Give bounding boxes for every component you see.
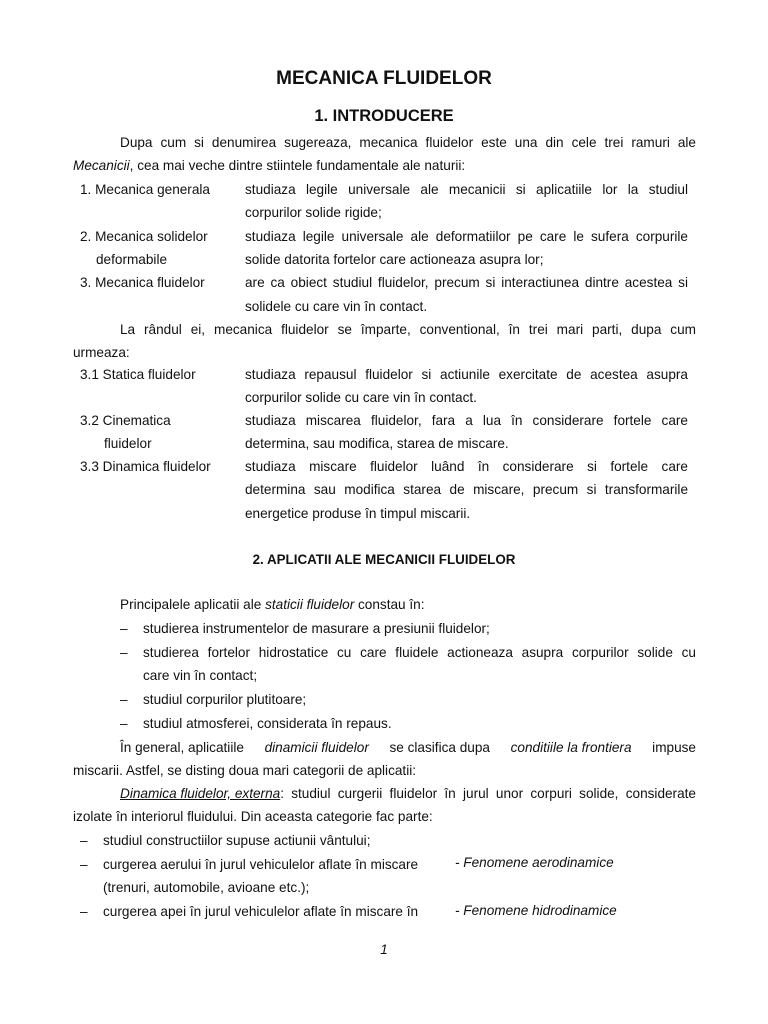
statics-item-2-line-1: studierea fortelor hidrostatice cu care fluidele actioneaza asupra corpurilor solide cu	[143, 645, 696, 660]
branch-3-desc-line-1: are ca obiect studiul fluidelor, precum si interactiunea dintre acestea si	[245, 275, 688, 290]
statics-intro	[120, 593, 425, 616]
dynamics-l1-a: În general, aplicatiile	[120, 740, 244, 755]
section-heading-introducere: 1. INTRODUCERE	[314, 107, 454, 125]
dynamics-item-1: studiul constructiilor supuse actiunii vântului;	[103, 833, 371, 848]
branch-3-desc-line-2: solidele cu care vin în contact.	[245, 299, 428, 314]
list-dash: –	[80, 904, 88, 919]
statics-item-2-line-2: care vin în contact;	[143, 668, 258, 683]
statics-intro-post: constau în:	[354, 597, 425, 612]
part-3-term: 3.3 Dinamica fluidelor	[80, 459, 211, 474]
intro-line-1: Dupa cum si denumirea sugereaza, mecanica fluidelor este una din cele trei ramuri ale	[120, 135, 696, 150]
list-dash: –	[120, 645, 128, 660]
list-dash: –	[80, 833, 88, 848]
external-dynamics-line-1	[120, 782, 696, 805]
section-heading-aplicatii: 2. APLICATII ALE MECANICII FLUIDELOR	[252, 552, 516, 567]
note-aerodinamice: - Fenomene aerodinamice	[455, 855, 614, 870]
document-title: MECANICA FLUIDELOR	[276, 68, 492, 89]
dynamics-item-3-line-1: curgerea apei în jurul vehiculelor aflate în miscare în	[103, 904, 419, 919]
statics-intro-pre: Principalele aplicatii ale	[120, 597, 266, 612]
part-2-desc-line-1: studiaza miscarea fluidelor, fara a lua în considerare fortele care	[245, 413, 688, 428]
part-2-term: 3.2 Cinematica	[80, 413, 171, 428]
division-line-2: urmeaza:	[73, 345, 130, 360]
branch-1-term: 1. Mecanica generala	[80, 182, 210, 197]
page-number: 1	[380, 942, 388, 957]
statics-item-3: studiul corpurilor plutitoare;	[143, 692, 307, 707]
division-line-1: La rândul ei, mecanica fluidelor se împarte, conventional, în trei mari parti, dupa cum	[120, 322, 696, 337]
part-1-term: 3.1 Statica fluidelor	[80, 367, 196, 382]
part-3-desc-line-2: determina sau modifica starea de miscare, precum si transformarile	[245, 482, 688, 497]
list-dash: –	[120, 716, 128, 731]
branch-2-term-line-2: deformabile	[96, 252, 168, 267]
dynamics-l1-italic-dinamicii: dinamicii fluidelor	[264, 740, 369, 755]
part-2-desc-line-2: determina, sau modifica, starea de miscare.	[245, 436, 509, 451]
part-3-desc-line-1: studiaza miscare fluidelor luând în considerare si fortele care	[245, 459, 688, 474]
part-1-desc-line-1: studiaza repausul fluidelor si actiunile exercitate de acestea asupra	[245, 367, 688, 382]
intro-italic-mecanicii: Mecanicii	[73, 158, 130, 173]
intro-line-2	[73, 154, 465, 177]
list-dash: –	[120, 621, 128, 636]
part-1-desc-line-2: corpurilor solide cu care vin în contact.	[245, 390, 477, 405]
list-dash: –	[120, 692, 128, 707]
dynamics-line-2: miscarii. Astfel, se disting doua mari categorii de aplicatii:	[73, 763, 417, 778]
statics-item-4: studiul atmosferei, considerata în repaus.	[143, 716, 392, 731]
list-dash: –	[80, 857, 88, 872]
dynamics-item-2-line-2: (trenuri, automobile, avioane etc.);	[103, 880, 310, 895]
branch-1-desc-line-2: corpurilor solide rigide;	[245, 205, 382, 220]
branch-2-term: 2. Mecanica solidelor	[80, 229, 208, 244]
dynamics-l1-c: se clasifica dupa	[389, 740, 490, 755]
branch-1-desc-line-1: studiaza legile universale ale mecanicii si aplicatiile lor la studiul	[245, 182, 688, 197]
external-dynamics-label: Dinamica fluidelor, externa	[120, 786, 281, 801]
external-dynamics-line-2: izolate în interiorul fluidului. Din aceasta categorie fac parte:	[73, 809, 433, 824]
dynamics-l1-italic-conditiile: conditiile la frontiera	[510, 740, 632, 755]
dynamics-l1-e: impuse	[652, 740, 696, 755]
statics-intro-italic: staticii fluidelor	[265, 597, 355, 612]
intro-line-2-rest: , cea mai veche dintre stiintele fundamentale ale naturii:	[129, 158, 466, 173]
part-3-desc-line-3: energetice produse în timpul miscarii.	[245, 506, 471, 521]
dynamics-line-1	[120, 736, 696, 759]
dynamics-item-2-line-1: curgerea aerului în jurul vehiculelor aflate în miscare	[103, 857, 419, 872]
branch-2-desc-line-1: studiaza legile universale ale deformatiilor pe care le sufera corpurile	[245, 229, 688, 244]
branch-2-desc-line-2: solide datorita fortelor care actioneaza asupra lor;	[245, 252, 544, 267]
branch-3-term: 3. Mecanica fluidelor	[80, 275, 205, 290]
statics-item-1: studierea instrumentelor de masurare a presiunii fluidelor;	[143, 621, 490, 636]
part-2-term-line-2: fluidelor	[104, 436, 152, 451]
external-dynamics-rest: : studiul curgerii fluidelor în jurul unor corpuri solide, considerate	[280, 786, 696, 801]
note-hidrodinamice: - Fenomene hidrodinamice	[455, 903, 617, 918]
